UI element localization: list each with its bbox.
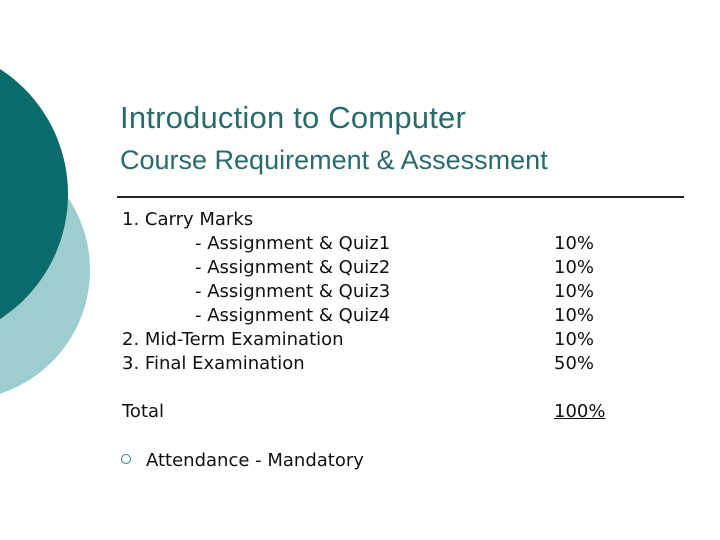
total-label: Total (122, 401, 165, 422)
assessment-item-percent: 10% (554, 305, 595, 326)
assessment-item-label: - Assignment & Quiz2 (195, 257, 391, 278)
slide-title: Introduction to Computer (120, 100, 466, 135)
total-percent: 100% (554, 401, 606, 422)
midterm-label: 2. Mid-Term Examination (122, 329, 344, 350)
title-divider (117, 196, 684, 198)
final-percent: 50% (554, 353, 595, 374)
assessment-item-label: - Assignment & Quiz1 (195, 233, 391, 254)
assessment-item-percent: 10% (554, 257, 595, 278)
assessment-item-label: - Assignment & Quiz3 (195, 281, 391, 302)
attendance-bullet-text: Attendance - Mandatory (146, 450, 364, 471)
bullet-circle-icon (121, 454, 131, 464)
carry-marks-heading: 1. Carry Marks (122, 209, 254, 230)
assessment-item-percent: 10% (554, 233, 595, 254)
assessment-item-percent: 10% (554, 281, 595, 302)
slide-subtitle: Course Requirement & Assessment (120, 145, 548, 175)
final-label: 3. Final Examination (122, 353, 305, 374)
midterm-percent: 10% (554, 329, 595, 350)
assessment-item-label: - Assignment & Quiz4 (195, 305, 391, 326)
